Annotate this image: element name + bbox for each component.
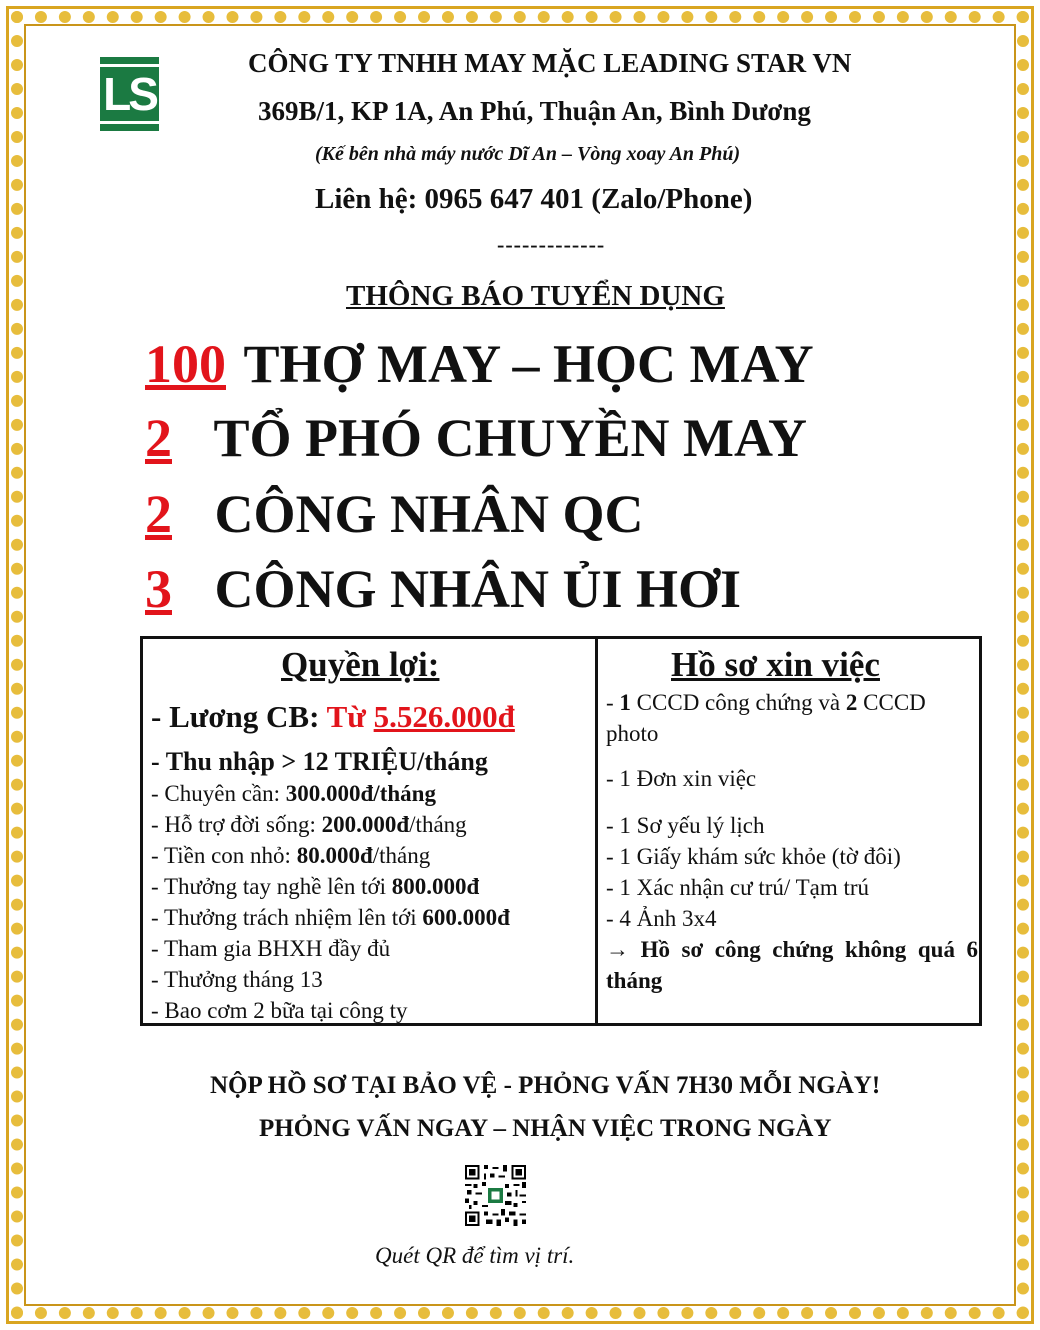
base-salary-label: - Lương CB:: [151, 699, 320, 734]
job-title: CÔNG NHÂN ỦI HƠI: [214, 559, 742, 619]
benefit-item: - Hỗ trợ đời sống: 200.000đ/tháng: [151, 812, 467, 837]
qr-code-icon[interactable]: [465, 1165, 526, 1226]
footer-interview-line: PHỎNG VẤN NGAY – NHẬN VIỆC TRONG NGÀY: [259, 1115, 832, 1142]
job-title: THỢ MAY – HỌC MAY: [243, 334, 814, 394]
contact-phone: Liên hệ: 0965 647 401 (Zalo/Phone): [315, 183, 753, 215]
benefits-title: Quyền lợi:: [281, 645, 440, 684]
company-name: CÔNG TY TNHH MAY MẶC LEADING STAR VN: [248, 48, 852, 78]
document-item: - 1 Sơ yếu lý lịch: [606, 813, 765, 838]
document-item: - 1 CCCD công chứng và 2 CCCD photo: [606, 690, 926, 746]
benefit-item: - Bao cơm 2 bữa tại công ty: [151, 998, 408, 1023]
company-address: 369B/1, KP 1A, An Phú, Thuận An, Bình Dương: [258, 96, 811, 126]
base-salary-from: Từ: [326, 699, 366, 734]
income-line: - Thu nhập > 12 TRIỆU/tháng: [151, 747, 488, 776]
job-count: 2: [145, 484, 172, 544]
documents-title: Hồ sơ xin việc: [671, 645, 880, 684]
document-item: - 1 Xác nhận cư trú/ Tạm trú: [606, 875, 870, 900]
column-divider: [595, 639, 598, 1023]
company-logo: LS: [100, 57, 159, 131]
document-item: - 1 Giấy khám sức khỏe (tờ đôi): [606, 844, 901, 869]
base-salary-value: 5.526.000đ: [373, 699, 515, 734]
benefit-item: - Tham gia BHXH đầy đủ: [151, 936, 391, 961]
qr-caption: Quét QR để tìm vị trí.: [375, 1243, 575, 1268]
benefit-item: - Tiền con nhỏ: 80.000đ/tháng: [151, 843, 431, 868]
job-count: 2: [145, 408, 172, 468]
document-note: → Hồ sơ công chứng không quá 6 tháng: [606, 937, 978, 993]
location-note: (Kế bên nhà máy nước Dĩ An – Vòng xoay An Phú): [315, 143, 741, 165]
benefit-item: - Chuyên cần: 300.000đ/tháng: [151, 781, 436, 806]
job-line: [145, 333, 814, 395]
job-title: TỔ PHÓ CHUYỀN MAY: [213, 408, 808, 468]
job-line: [145, 483, 644, 545]
job-count: 3: [145, 559, 172, 619]
job-line: [145, 407, 807, 469]
benefit-item: - Thưởng tay nghề lên tới 800.000đ: [151, 874, 480, 899]
document-item: - 4 Ảnh 3x4: [606, 906, 717, 931]
divider-line: -------------: [497, 232, 606, 257]
job-line: [145, 558, 741, 620]
benefit-item: - Thưởng tháng 13: [151, 967, 323, 992]
base-salary: [151, 699, 515, 735]
arrow-right-icon: →: [606, 937, 629, 962]
benefit-item: - Thưởng trách nhiệm lên tới 600.000đ: [151, 905, 510, 930]
footer-submit-line: NỘP HỒ SƠ TẠI BẢO VỆ - PHỎNG VẤN 7H30 MỖI NGÀY!: [210, 1072, 881, 1099]
document-item: - 1 Đơn xin việc: [606, 766, 757, 791]
job-count: 100: [145, 334, 226, 394]
info-table: [140, 636, 982, 1026]
announcement-title: THÔNG BÁO TUYỂN DỤNG: [346, 280, 725, 312]
job-title: CÔNG NHÂN QC: [214, 484, 644, 544]
